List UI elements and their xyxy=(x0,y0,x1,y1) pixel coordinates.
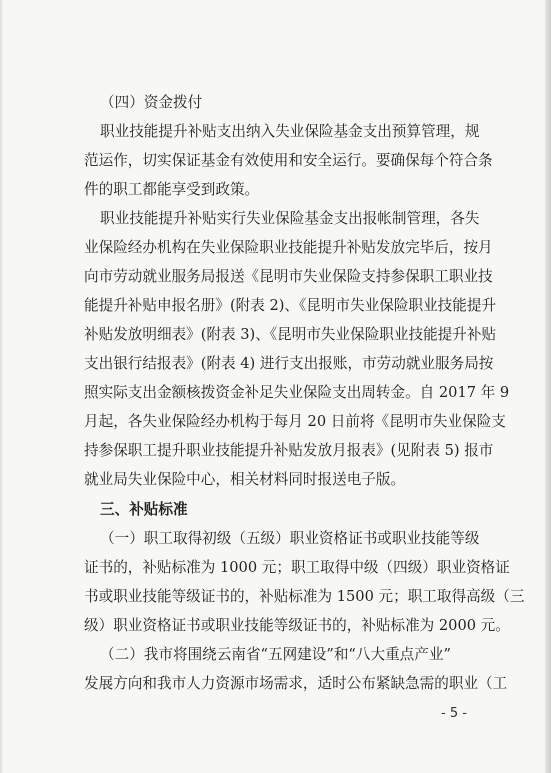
paragraph-line: （二）我市将围绕云南省“五网建设”和“八大重点产业” xyxy=(100,646,451,663)
paragraph-line: 证书的，补贴标准为 1000 元；职工取得中级（四级）职业资格证 xyxy=(84,559,510,576)
paragraph-line: 就业局失业保险中心，相关材料同时报送电子版。 xyxy=(84,471,406,488)
section-heading-funding: （四）资金拨付 xyxy=(100,94,203,111)
page-left-edge xyxy=(0,0,3,773)
paragraph-line: 业保险经办机构在失业保险职业技能提升补贴发放完毕后，按月 xyxy=(84,239,493,256)
paragraph-line: 支出银行结报表》(附表 4) 进行支出报账，市劳动就业服务局按 xyxy=(84,355,494,372)
paragraph-line: 能提升补贴申报名册》(附表 2)、《昆明市失业保险职业技能提升 xyxy=(84,297,497,314)
page-right-edge xyxy=(545,0,551,773)
paragraph-line: 月起，各失业保险经办机构于每月 20 日前将《昆明市失业保险支 xyxy=(84,413,506,430)
page-number: - 5 - xyxy=(441,706,467,721)
section-heading-subsidy: 三、补贴标准 xyxy=(100,501,188,518)
paragraph-line: （一）职工取得初级（五级）职业资格证书或职业技能等级 xyxy=(100,530,480,547)
paragraph-line: 范运作，切实保证基金有效使用和安全运行。要确保每个符合条 xyxy=(84,152,493,169)
paragraph-line: 发展方向和我市人力资源市场需求，适时公布紧缺急需的职业（工 xyxy=(84,675,508,692)
paragraph-line: 职业技能提升补贴实行失业保险基金支出报帐制管理，各失 xyxy=(100,210,480,227)
paragraph-line: 级）职业资格证书或职业技能等级证书的，补贴标准为 2000 元。 xyxy=(84,617,510,634)
paragraph-line: 向市劳动就业服务局报送《昆明市失业保险支持参保职工职业技 xyxy=(84,268,493,285)
paragraph-line: 照实际支出金额核拨资金补足失业保险支出周转金。自 2017 年 9 xyxy=(84,384,510,401)
paragraph-line: 持参保职工提升职业技能提升补贴发放月报表》(见附表 5) 报市 xyxy=(84,442,494,459)
paragraph-line: 书或职业技能等级证书的，补贴标准为 1500 元；职工取得高级（三 xyxy=(84,588,525,605)
paragraph-line: 职业技能提升补贴支出纳入失业保险基金支出预算管理，规 xyxy=(100,123,480,140)
paragraph-line: 件的职工都能享受到政策。 xyxy=(84,181,260,198)
paragraph-line: 补贴发放明细表》(附表 3)、《昆明市失业保险职业技能提升补贴 xyxy=(84,326,497,343)
